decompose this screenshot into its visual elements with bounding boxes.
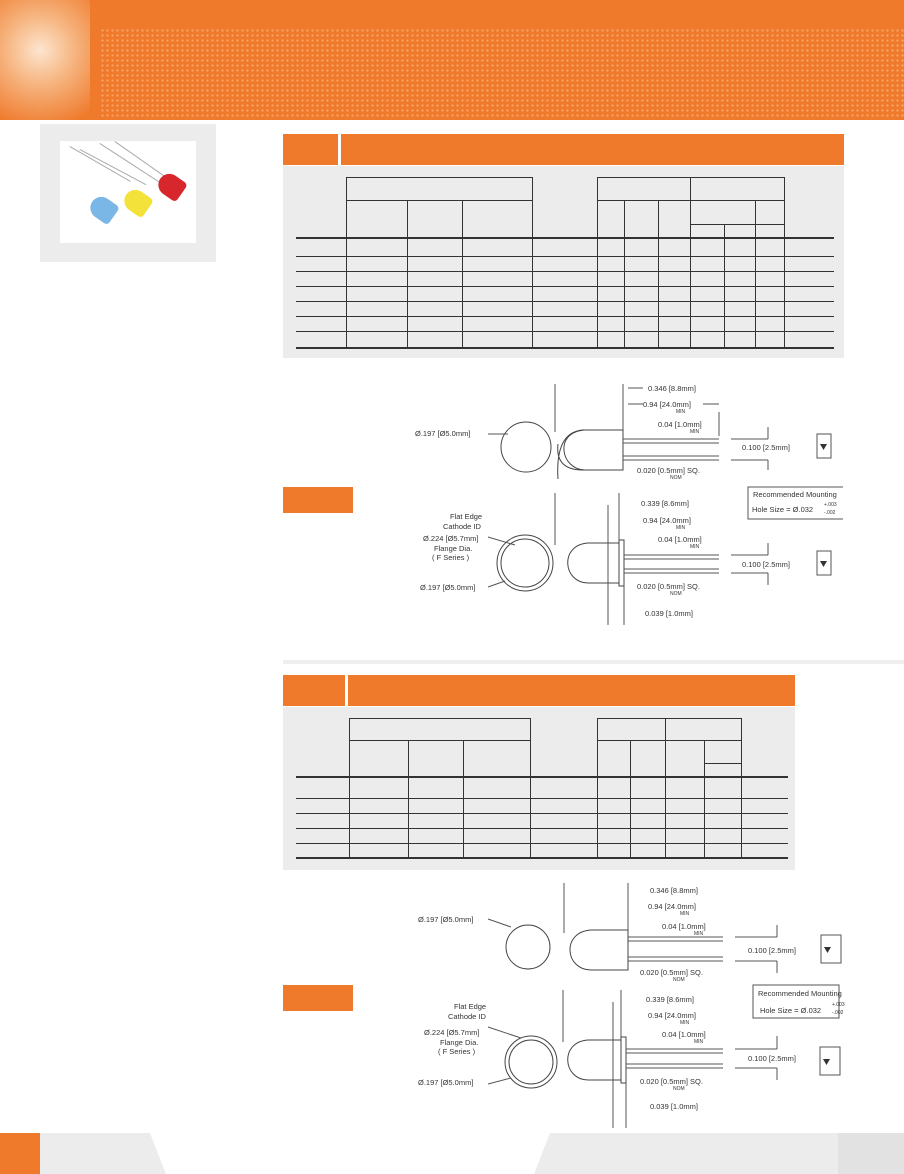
s2-flange-dim-lead-length: 0.94 [24.0mm] (648, 1011, 696, 1020)
banner-dot-pattern (100, 28, 904, 118)
section-divider (283, 660, 904, 664)
s2-flange-dim-flange: 0.039 [1.0mm] (650, 1102, 698, 1111)
s2-flange-dim-lead-gap-note: MIN (694, 1039, 704, 1045)
flange-dim-spacing: 0.100 [2.5mm] (742, 560, 790, 569)
footer-page-block (838, 1133, 904, 1174)
s2-dim-length-body: 0.346 [8.8mm] (650, 886, 698, 895)
s2-flange-dim-length-body: 0.339 [8.6mm] (646, 995, 694, 1004)
flange-dim-flange: 0.039 [1.0mm] (645, 609, 693, 618)
s2-dim-spacing: 0.100 [2.5mm] (748, 946, 796, 955)
flange-label: Flange Dia. (434, 544, 473, 553)
dim-lead-gap-note: MIN (690, 429, 700, 435)
dim-lead-gap: 0.04 [1.0mm] (658, 420, 702, 429)
s2-dim-lead-gap: 0.04 [1.0mm] (662, 922, 706, 931)
s2-flange-dim-lead-length-note: MIN (680, 1020, 690, 1026)
s2-dim-diameter: Ø.197 [Ø5.0mm] (418, 915, 474, 924)
s2-flange-diameter: Ø.197 [Ø5.0mm] (418, 1078, 474, 1087)
dim-lead-length: 0.94 [24.0mm] (643, 400, 691, 409)
flange-diameter: Ø.197 [Ø5.0mm] (420, 583, 476, 592)
red-led (154, 170, 188, 203)
blue-led (86, 193, 120, 226)
dim-length-body: 0.346 [8.8mm] (648, 384, 696, 393)
s2-mounting-title: Recommended Mounting (758, 989, 842, 998)
flange-dim-lead-gap: 0.04 [1.0mm] (658, 535, 702, 544)
flange-dim-length-body: 0.339 [8.6mm] (641, 499, 689, 508)
s2-flange-label: Flange Dia. (440, 1038, 479, 1047)
mounting-title: Recommended Mounting (753, 490, 837, 499)
dim-diameter: Ø.197 [Ø5.0mm] (415, 429, 471, 438)
s2-dim-lead-length: 0.94 [24.0mm] (648, 902, 696, 911)
flange-dia: Ø.224 [Ø5.7mm] (423, 534, 479, 543)
section-2-header-bar (283, 675, 795, 706)
flange-flat-edge: Flat Edge (450, 512, 483, 521)
dim-lead-sq-note: NOM (670, 475, 682, 481)
flange-dim-lead-length: 0.94 [24.0mm] (643, 516, 691, 525)
spec-table-1 (283, 166, 844, 358)
flange-series: ( F Series ) (432, 553, 470, 562)
s2-dim-lead-gap-note: MIN (694, 931, 704, 937)
s2-flange-flat-edge: Flat Edge (454, 1002, 487, 1011)
s2-mounting-text: Hole Size = Ø.032 (760, 1006, 822, 1015)
s2-flange-dim-lead-sq-note: NOM (673, 1086, 685, 1092)
flange-dim-lead-sq-note: NOM (670, 591, 682, 597)
s2-mounting-minus: -.002 (832, 1010, 844, 1016)
s2-dim-lead-sq: 0.020 [0.5mm] SQ. (640, 968, 703, 977)
dimension-drawing-1 (283, 372, 843, 482)
mounting-plus: +.003 (824, 502, 837, 508)
flange-dim-lead-length-note: MIN (676, 525, 686, 531)
banner-glow-graphic (0, 0, 90, 120)
mounting-minus: -.002 (824, 510, 836, 516)
dim-spacing: 0.100 [2.5mm] (742, 443, 790, 452)
yellow-led (120, 186, 154, 219)
mounting-text: Hole Size = Ø.032 (752, 505, 814, 514)
footer-accent-block (0, 1133, 40, 1174)
s2-flange-cathode: Cathode ID (448, 1012, 486, 1021)
section-1-header-bar (283, 134, 844, 165)
led-product-photo (60, 141, 196, 243)
s2-flange-dim-spacing: 0.100 [2.5mm] (748, 1054, 796, 1063)
section-1-tab (283, 134, 341, 165)
footer-notch (150, 1133, 550, 1174)
spec-table-2 (283, 707, 795, 870)
s2-dim-lead-length-note: MIN (680, 911, 690, 917)
section-2-tab (283, 675, 348, 706)
s2-flange-dia: Ø.224 [Ø5.7mm] (424, 1028, 480, 1037)
s2-mounting-plus: +.003 (832, 1002, 845, 1008)
dim-lead-sq: 0.020 [0.5mm] SQ. (637, 466, 700, 475)
s2-flange-series: ( F Series ) (438, 1047, 476, 1056)
s2-flange-dim-lead-sq: 0.020 [0.5mm] SQ. (640, 1077, 703, 1086)
s2-flange-dim-lead-gap: 0.04 [1.0mm] (662, 1030, 706, 1039)
flange-dim-lead-sq: 0.020 [0.5mm] SQ. (637, 582, 700, 591)
flange-dim-lead-gap-note: MIN (690, 544, 700, 550)
s2-dim-lead-sq-note: NOM (673, 977, 685, 983)
dimension-drawing-2 (283, 875, 843, 980)
header-banner (0, 0, 904, 120)
flange-cathode: Cathode ID (443, 522, 481, 531)
dim-lead-length-note: MIN (676, 409, 686, 415)
